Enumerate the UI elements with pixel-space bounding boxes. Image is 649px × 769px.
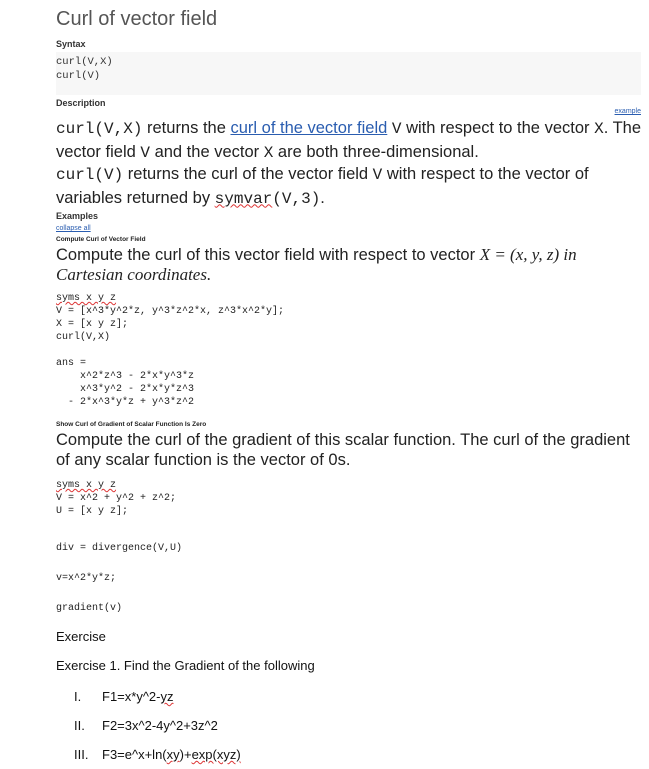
page-title: Curl of vector field bbox=[56, 8, 218, 30]
exercise-item-3: F3=e^x+ln(xy)+exp(xyz) bbox=[102, 747, 241, 762]
example-2-title[interactable]: Show Curl of Gradient of Scalar Function Is Zero bbox=[56, 421, 207, 428]
output-line: ans = bbox=[56, 358, 87, 369]
code-line: syms x y z bbox=[56, 480, 117, 491]
description-paragraph-1: curl(V,X) returns the curl of the vector field V with respect to the vector X. The vector field V and the vector X are both three-dimensional. bbox=[56, 119, 642, 162]
divergence-line: div = divergence(V,U) bbox=[56, 543, 183, 554]
collapse-all-link[interactable]: collapse all bbox=[56, 225, 91, 232]
math-variable: X bbox=[479, 245, 491, 264]
example-1-code bbox=[56, 292, 284, 344]
exercise-item-number: I. bbox=[74, 689, 82, 704]
code-line: syms x y z bbox=[56, 293, 117, 304]
inline-code: X bbox=[263, 143, 274, 162]
inline-code: curl(V,X) bbox=[56, 120, 143, 138]
v-definition-line: v=x^2*y*z; bbox=[56, 573, 117, 584]
example-1-output bbox=[56, 357, 194, 409]
example-link[interactable]: example bbox=[614, 108, 641, 115]
inline-code: curl(V) bbox=[56, 166, 124, 184]
syntax-label: Syntax bbox=[56, 39, 86, 49]
examples-label: Examples bbox=[56, 211, 99, 221]
syntax-box bbox=[56, 52, 641, 95]
output-line: x^2*z^3 - 2*x*y^3*z bbox=[56, 371, 195, 382]
inline-code: V bbox=[391, 120, 402, 138]
gradient-line: gradient(v) bbox=[56, 603, 123, 614]
code-line: U = [x y z]; bbox=[56, 506, 129, 517]
exercise-item-1: F1=x*y^2-yz bbox=[102, 689, 174, 704]
example-1-text: Compute the curl of this vector field with respect to vector X = (x, y, z) in Cartesian coordinates. bbox=[56, 245, 577, 284]
example-1-title[interactable]: Compute Curl of Vector Field bbox=[56, 236, 146, 243]
syntax-line: curl(V,X) bbox=[56, 56, 113, 68]
exercise-item-number: II. bbox=[74, 718, 85, 733]
output-line: x^3*y^2 - 2*x*y*z^3 bbox=[56, 384, 195, 395]
code-line: X = [x y z]; bbox=[56, 319, 129, 330]
exercise-item-2: F2=3x^2-4y^2+3z^2 bbox=[102, 718, 218, 733]
curl-link[interactable]: curl of the vector field bbox=[230, 119, 388, 137]
code-line: V = [x^3*y^2*z, y^3*z^2*x, z^3*x^2*y]; bbox=[56, 306, 285, 317]
exercise-item-number: III. bbox=[74, 747, 89, 762]
exercise-intro: Exercise 1. Find the Gradient of the following bbox=[56, 658, 315, 673]
inline-code: V bbox=[140, 143, 150, 162]
syntax-line: curl(V) bbox=[56, 70, 101, 82]
symvar-link[interactable]: symvar bbox=[214, 189, 273, 208]
inline-code: X bbox=[594, 120, 604, 138]
example-2-text: Compute the curl of the gradient of this scalar function. The curl of the gradient of any scalar function is the vector of 0s. bbox=[56, 431, 630, 469]
exercise-heading: Exercise bbox=[56, 629, 106, 644]
description-label: Description bbox=[56, 98, 106, 108]
code-line: curl(V,X) bbox=[56, 332, 111, 343]
example-2-code bbox=[56, 479, 176, 518]
code-line: V = x^2 + y^2 + z^2; bbox=[56, 493, 177, 504]
inline-code: V bbox=[372, 166, 383, 184]
output-line: - 2*x^3*y*z + y^3*z^2 bbox=[56, 397, 195, 408]
description-paragraph-2: curl(V) returns the curl of the vector field V with respect to the vector of variables returned by symvar(V,3). bbox=[56, 165, 589, 208]
